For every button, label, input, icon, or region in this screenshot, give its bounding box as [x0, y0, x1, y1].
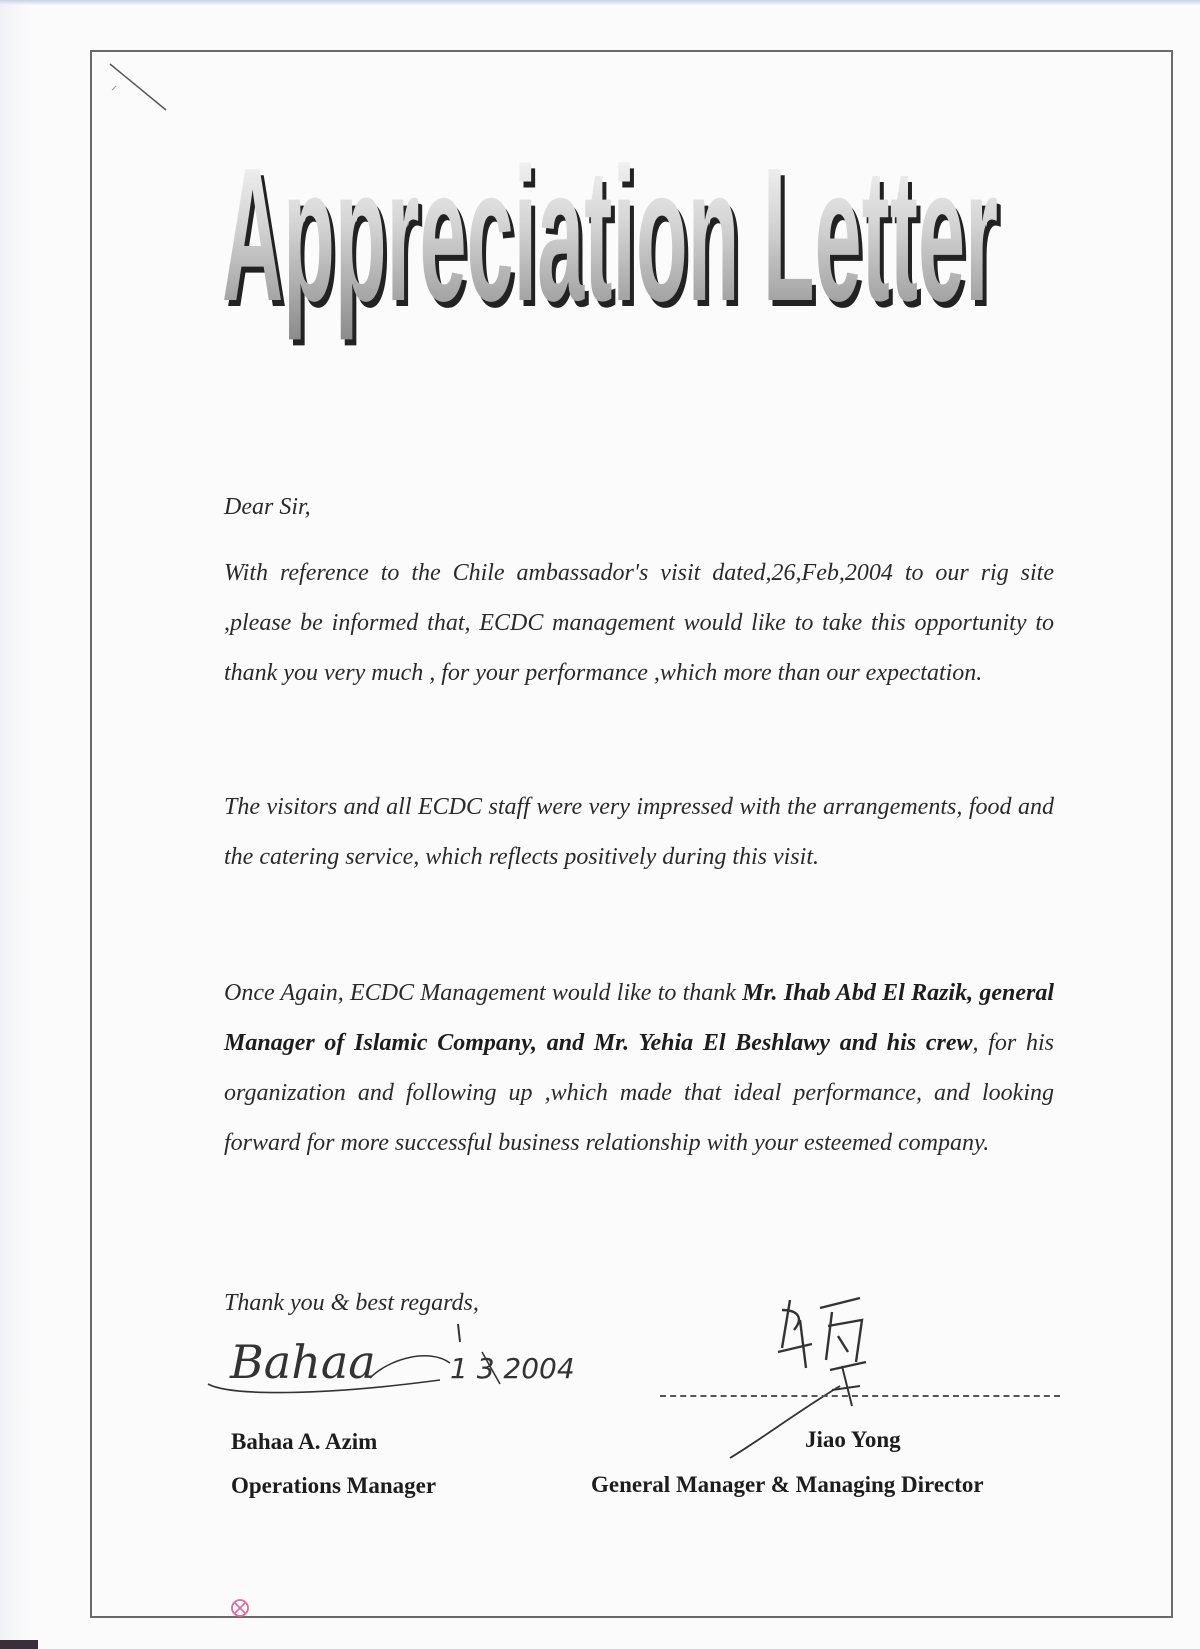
pink-circle-mark — [229, 1597, 251, 1619]
signature-line — [660, 1395, 1060, 1397]
paragraph-thanks — [224, 968, 1054, 1168]
letter-title — [222, 148, 1042, 348]
svg-text:1 3 2004: 1 3 2004 — [450, 1352, 575, 1385]
paragraph-thanks-intro: Once Again, ECDC Management would like to thank — [224, 980, 743, 1006]
scan-edge-shadow — [0, 0, 30, 1649]
paragraph-thanks-outro: , for his organization and following up ,which made that ideal performance, and looking forward for more successful business relationship with your esteemed company. — [224, 1030, 1054, 1156]
svg-text:Bahaa: Bahaa — [230, 1335, 376, 1389]
closing-line: Thank you & best regards, — [224, 1290, 479, 1316]
paragraph-thanks-names: Mr. Ihab Abd El Razik, general Manager of Islamic Company, and Mr. Yehia El Beshlawy and his crew — [224, 980, 1055, 1056]
corner-pen-mark — [108, 62, 168, 112]
handwritten-signature-bahaa — [200, 1318, 620, 1398]
letter-title-text: Appreciation Letter — [222, 148, 998, 341]
salutation: Dear Sir, — [224, 494, 311, 520]
paragraph-visit-reference: With reference to the Chile ambassador's visit dated,26,Feb,2004 to our rig site ,please be informed that, ECDC management would like to take this opportunity to thank you very much , for your performance ,which more than our expectation. — [224, 560, 1054, 686]
signatory-1-name: Bahaa A. Azim — [231, 1429, 378, 1454]
paragraph-visitors-impressed: The visitors and all ECDC staff were very impressed with the arrangements, food and the catering service, which reflects positively during this visit. — [224, 794, 1054, 870]
signatory-2-title: General Manager & Managing Director — [591, 1472, 984, 1497]
letter-title-shadow: Appreciation Letter — [226, 148, 1002, 347]
signatory-1-title: Operations Manager — [231, 1473, 437, 1498]
scan-top-edge — [0, 0, 1200, 5]
signatory-2-name: Jiao Yong — [805, 1427, 901, 1452]
scan-corner-mark — [0, 1640, 38, 1649]
